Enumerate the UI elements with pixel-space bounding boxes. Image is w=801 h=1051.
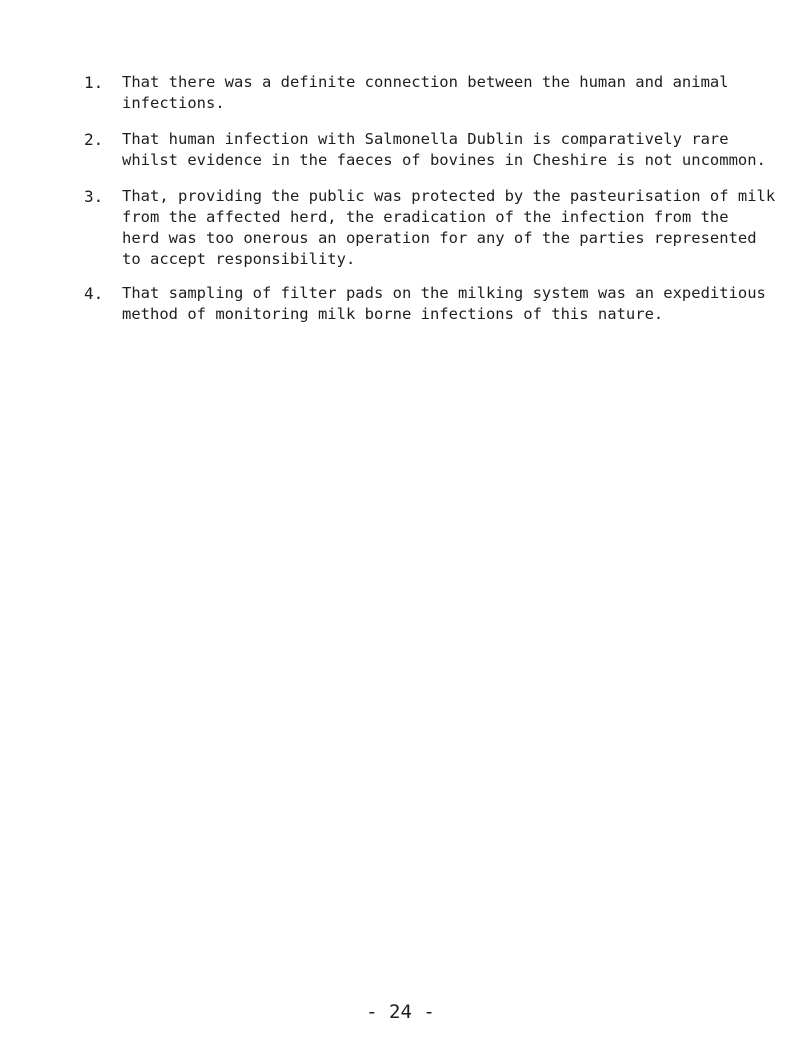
item-number: 4.	[84, 284, 104, 303]
item-text	[122, 186, 792, 270]
item-number: 2.	[84, 130, 104, 149]
text-line: whilst evidence in the faeces of bovines in Cheshire is not uncommon.	[122, 151, 766, 169]
text-line: That sampling of filter pads on the milking system was an expeditious	[122, 284, 766, 302]
text-line: infections.	[122, 94, 225, 112]
item-text	[122, 129, 792, 171]
item-number: 1.	[84, 73, 104, 92]
page-number: - 24 -	[366, 1001, 435, 1023]
item-number: 3.	[84, 187, 104, 206]
text-line: from the affected herd, the eradication of the infection from the	[122, 208, 729, 226]
text-line: That there was a definite connection between the human and animal	[122, 73, 729, 91]
text-line: to accept responsibility.	[122, 250, 356, 268]
item-text	[122, 72, 792, 114]
item-text	[122, 283, 792, 325]
text-line: method of monitoring milk borne infections of this nature.	[122, 305, 664, 323]
text-line: That human infection with Salmonella Dublin is comparatively rare	[122, 130, 729, 148]
text-line: herd was too onerous an operation for any of the parties represented	[122, 229, 757, 247]
text-line: That, providing the public was protected by the pasteurisation of milk	[122, 187, 776, 205]
